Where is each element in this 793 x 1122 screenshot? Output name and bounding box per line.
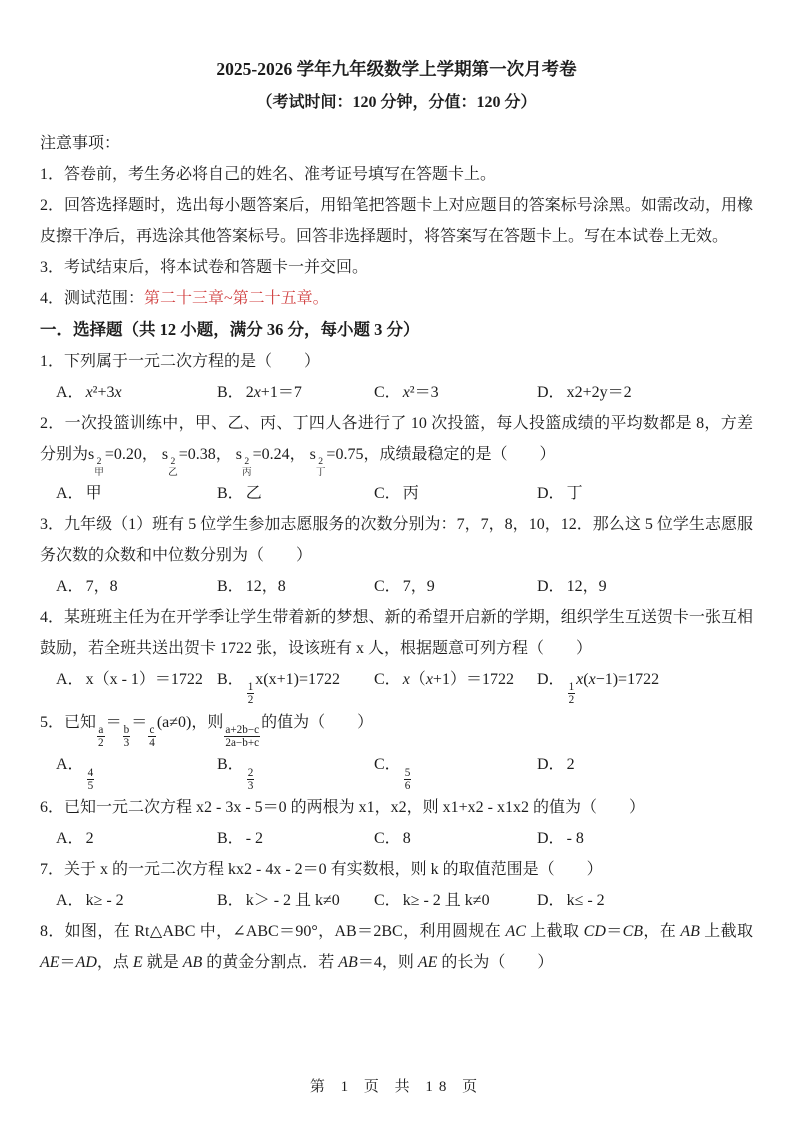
notice-item-1: 1．答卷前，考生务必将自己的姓名、准考证号填写在答题卡上。 xyxy=(40,166,497,183)
question-7-option-c: C． k≥ - 2 且 k≠0 xyxy=(374,892,490,910)
question-6-option-b: B． - 2 xyxy=(217,830,264,848)
question-6-options xyxy=(40,823,753,854)
question-2-option-d: D． 丁 xyxy=(537,484,583,502)
notice-item-3: 3．考试结束后，将本试卷和答题卡一并交回。 xyxy=(40,259,369,276)
question-2-stem: 2．一次投篮训练中，甲、乙、丙、丁四人各进行了 10 次投篮，每人投篮成绩的平均数都是 8，方差分别为s 2 甲 =0.20， s 2 乙 =0.38， s 2 丙 =0.24， s 2 丁 =0.75，成绩最稳定的是（ ） xyxy=(40,415,753,478)
question-7-options xyxy=(40,885,753,916)
question-3-options xyxy=(40,571,753,602)
question-4-option-b: B． $\frac{1}{2}$ x(x+1)=1722 xyxy=(217,670,340,707)
question-5-option-b: B． $\frac{2}{3}$ xyxy=(217,756,254,792)
question-3-option-c: C． 7，9 xyxy=(374,577,435,595)
question-2-options xyxy=(40,478,753,509)
question-3-option-a: A． 7，8 xyxy=(56,577,118,595)
question-4-option-d: D． $\frac{1}{2}$ x(x−1)=1722 xyxy=(537,670,660,707)
question-4-options xyxy=(40,664,753,707)
question-5-options xyxy=(40,749,753,792)
question-3-stem: 3．九年级（1）班有 5 位学生参加志愿服务的次数分别为：7，7，8，10，12．那么这 5 位学生志愿服务次数的众数和中位数分别为（ ） xyxy=(40,515,753,564)
question-2 xyxy=(40,408,753,509)
question-1-option-b: B． 2x+1＝7 xyxy=(217,384,302,401)
question-6 xyxy=(40,792,753,854)
question-4-option-c: C． x（x+1）＝1722 xyxy=(374,670,514,688)
notice-scope-prefix: 4．测试范围： xyxy=(40,290,145,307)
question-1-option-d: D． x2+2y＝2 xyxy=(537,384,632,401)
question-7-stem: 7．关于 x 的一元二次方程 kx2 - 4x - 2＝0 有实数根，则 k 的取值范围是（ ） xyxy=(40,861,603,879)
question-1-option-c: C． x²＝3 xyxy=(374,384,439,401)
question-5-option-c: C． $\frac{5}{6}$ xyxy=(374,756,411,792)
notice-scope-range: 第二十三章~第二十五章。 xyxy=(144,290,329,307)
question-4-option-a: A． x（x - 1）＝1722 xyxy=(56,670,203,688)
page-footer: 第 1 页 共 18 页 xyxy=(309,1079,484,1095)
question-7-option-b: B． k＞ - 2 且 k≠0 xyxy=(217,892,340,910)
notice-heading: 注意事项： xyxy=(40,135,121,152)
question-6-stem: 6．已知一元二次方程 x2 - 3x - 5＝0 的两根为 x1，x2，则 x1+x2 - x1x2 的值为（ ） xyxy=(40,799,646,817)
question-3-option-b: B． 12，8 xyxy=(217,577,286,595)
notice-section xyxy=(40,128,753,314)
question-3-option-d: D． 12，9 xyxy=(537,577,607,595)
question-6-option-a: A． 2 xyxy=(56,830,94,848)
question-1-option-a: A． x²+3x xyxy=(56,384,122,401)
question-8-stem: 8．如图，在 Rt△ABC 中，∠ABC＝90°，AB＝2BC，利用圆规在 AC 上截取 CD＝CB，在 AB 上截取 AE＝AD，点 E 就是 AB 的黄金分割点．若 AB＝4，则 AE 的长为（ ） xyxy=(40,923,753,972)
question-7-option-d: D． k≤ - 2 xyxy=(537,892,605,910)
question-5 xyxy=(40,707,753,793)
question-5-stem: 5．已知 $\frac{a}{2}$ ＝ $\frac{b}{3}$ ＝ $\frac{c}{4}$ (a≠0)，则 $\frac{a+2b-c}{2a-b+c}$ 的值为（ ） xyxy=(40,713,374,750)
question-6-option-d: D． - 8 xyxy=(537,830,584,848)
question-7-option-a: A． k≥ - 2 xyxy=(56,892,124,910)
question-4 xyxy=(40,602,753,707)
question-2-option-b: B． 乙 xyxy=(217,484,262,502)
question-1-stem: 1．下列属于一元二次方程的是（ ） xyxy=(40,353,321,370)
question-8 xyxy=(40,916,753,978)
question-2-option-c: C． 丙 xyxy=(374,484,419,502)
notice-item-2: 2．回答选择题时，选出每小题答案后，用铅笔把答题卡上对应题目的答案标号涂黑。如需改动，用橡皮擦干净后，再选涂其他答案标号。回答非选择题时，将答案写在答题卡上。写在本试卷上无效。 xyxy=(40,197,753,245)
question-1-options xyxy=(40,377,753,408)
question-3 xyxy=(40,509,753,602)
question-5-option-a: A． $\frac{4}{5}$ xyxy=(56,756,94,792)
question-4-stem: 4．某班班主任为在开学季让学生带着新的梦想、新的希望开启新的学期，组织学生互送贺卡一张互相鼓励，若全班共送出贺卡 1722 张，设该班有 x 人，根据题意可列方程（ ） xyxy=(40,608,753,657)
question-5-option-d: D． 2 xyxy=(537,756,575,774)
question-7 xyxy=(40,854,753,916)
notice-item-4 xyxy=(40,283,753,314)
question-1 xyxy=(40,346,753,408)
question-6-option-c: C． 8 xyxy=(374,830,411,848)
section-heading: 一．选择题（共 12 小题，满分 36 分，每小题 3 分） xyxy=(40,320,420,339)
question-2-option-a: A． 甲 xyxy=(56,484,102,502)
page-title: 2025-2026 学年九年级数学上学期第一次月考卷 xyxy=(216,59,577,79)
page-subtitle: （考试时间：120 分钟，分值：120 分） xyxy=(256,94,537,111)
